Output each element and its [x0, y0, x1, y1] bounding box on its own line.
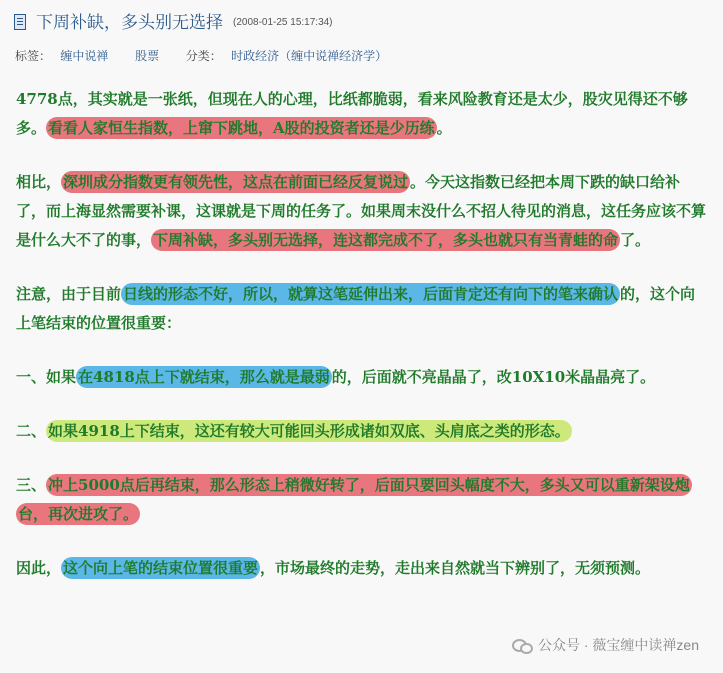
watermark-text: 公众号 · 薇宝缠中读禅zen: [537, 637, 699, 653]
paragraph: [16, 363, 706, 392]
tags-label: 标签：: [15, 49, 52, 63]
highlight-blue: 日线的形态不好，所以，就算这笔延伸出来，后面肯定还有向下的笔来确认: [123, 285, 619, 303]
document-icon: [14, 14, 26, 30]
category-link[interactable]: 时政经济（缠中说禅经济学）: [231, 49, 388, 63]
highlight-red: 下周补缺，多头别无选择，连这都完成不了，多头也就只有当青蛙的命: [153, 231, 619, 249]
paragraph: [16, 85, 706, 143]
paragraph-text: 4778点，其实就是一张纸，但现在人的心理，比纸都脆弱，看来风险教育还是太少，股灾见得还不够多。: [16, 90, 688, 137]
article-body: [16, 85, 706, 608]
highlight-red: 冲上5000点后再结束，那么形态上稍微好转了，后面只要回头幅度不大，多头又可以重新架设炮台，再次进攻了。: [18, 476, 690, 523]
paragraph-text: 二、: [16, 422, 47, 440]
wechat-icon: [512, 638, 532, 652]
post-title[interactable]: 下周补缺，多头别无选择: [36, 13, 223, 32]
tag-link[interactable]: 股票: [135, 49, 160, 63]
paragraph: [16, 554, 706, 583]
paragraph-text: 因此，: [16, 559, 62, 577]
highlight-blue: 这个向上笔的结束位置很重要: [63, 559, 259, 577]
paragraph-text: 注意，由于目前: [16, 285, 122, 303]
highlight-red: 看看人家恒生指数，上窜下跳地，A股的投资者还是少历练: [48, 119, 435, 137]
paragraph-text: 三、: [16, 476, 47, 494]
paragraph: [16, 471, 706, 529]
paragraph-text: 的，这个向上笔结束的位置很重要：: [16, 285, 696, 332]
watermark: [512, 635, 699, 655]
highlight-lime: 如果4918上下结束，这还有较大可能回头形成诸如双底、头肩底之类的形态。: [48, 422, 570, 440]
paragraph-text: ，市场最终的走势，走出来自然就当下辨别了，无须预测。: [260, 559, 651, 577]
highlight-blue: 在4818点上下就结束，那么就是最弱: [78, 368, 330, 386]
paragraph-text: 相比，: [16, 173, 62, 191]
paragraph: [16, 168, 706, 255]
paragraph-text: 的，后面就不亮晶晶了，改10X10米晶晶亮了。: [331, 368, 656, 386]
post-header: [14, 8, 713, 33]
post-meta: [15, 47, 387, 64]
paragraph-text: 一、如果: [16, 368, 77, 386]
paragraph-text: 。: [436, 119, 452, 137]
paragraph: [16, 417, 706, 446]
post-date: (2008-01-25 15:17:34): [233, 16, 333, 28]
tag-link[interactable]: 缠中说禅: [60, 49, 109, 63]
paragraph-text: 。今天这指数已经把本周下跌的缺口给补了，而上海显然需要补课，这课就是下周的任务了。如果周末没什么不招人待见的消息，这任务应该不算是什么大不了的事，: [16, 173, 707, 249]
highlight-red: 深圳成分指数更有领先性，这点在前面已经反复说过: [63, 173, 409, 191]
category-label: 分类：: [185, 49, 222, 63]
paragraph-text: 了。: [620, 231, 651, 249]
paragraph: [16, 280, 706, 338]
